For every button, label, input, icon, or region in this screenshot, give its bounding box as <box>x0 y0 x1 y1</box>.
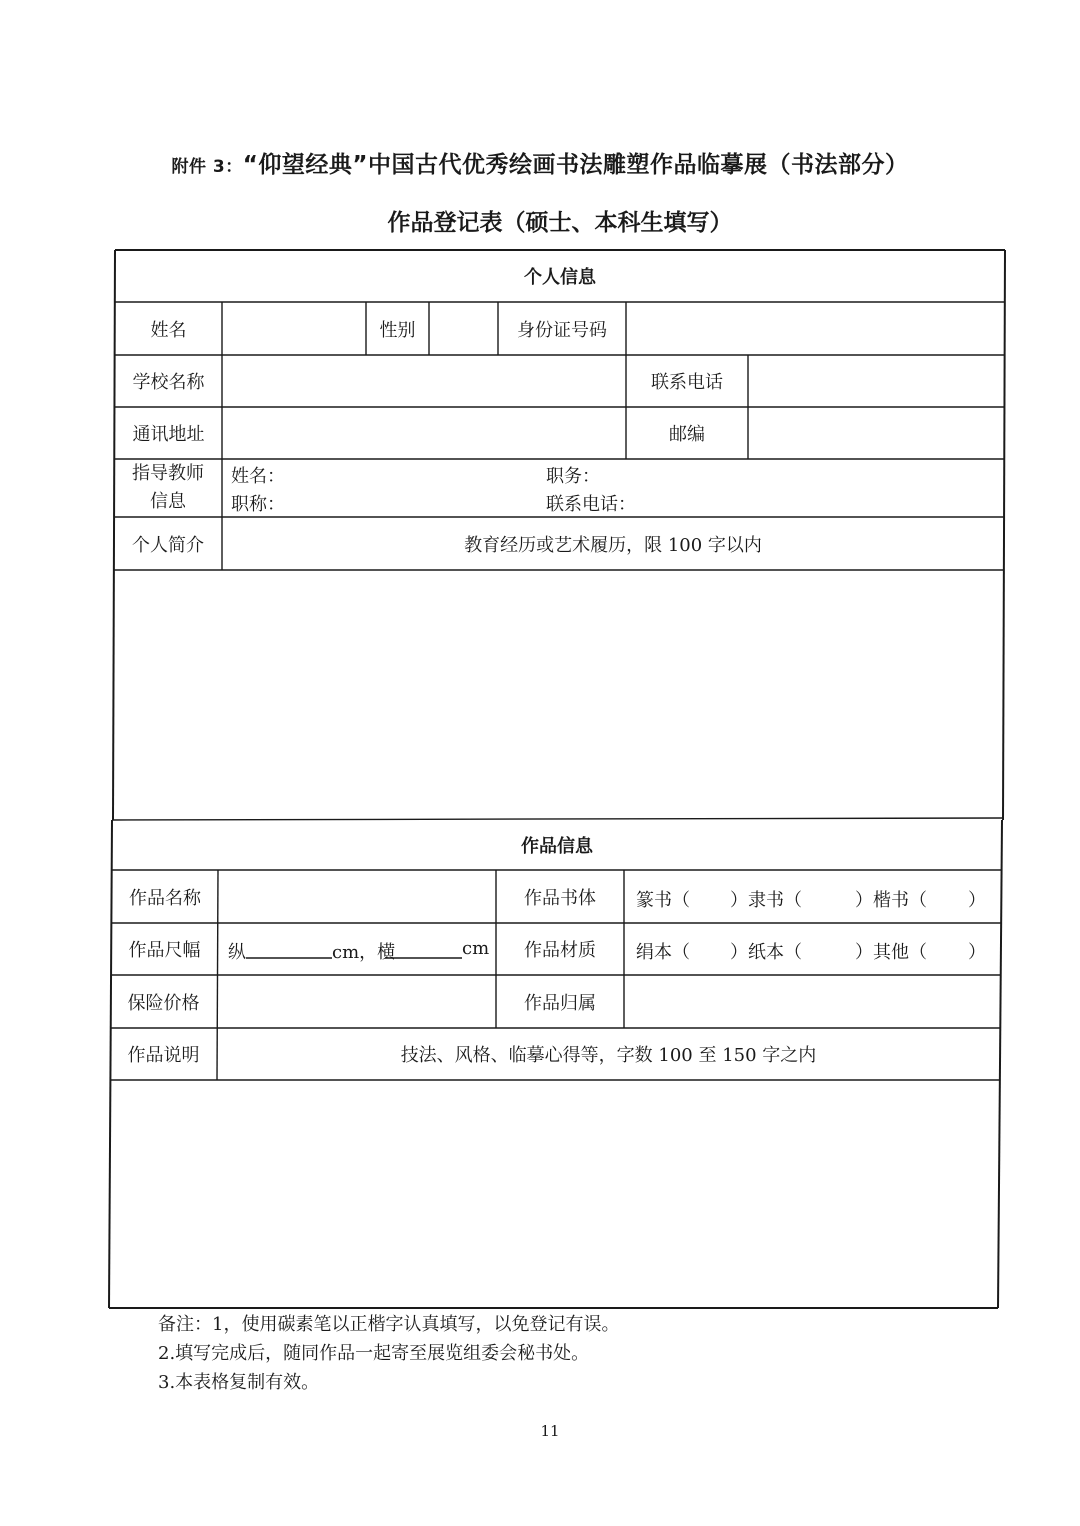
school-label: 学校名称 <box>132 372 205 393</box>
bio-label: 个人简介 <box>132 534 204 556</box>
title-text: “仰望经典”中国古代优秀绘画书法雕塑作品临摹展（书法部分） <box>242 152 909 178</box>
size-vertical-field[interactable] <box>246 930 332 960</box>
document-title <box>0 146 1080 179</box>
ownership-label: 作品归属 <box>524 992 596 1014</box>
phone-label: 联系电话 <box>651 372 723 393</box>
phone-field[interactable] <box>748 355 1004 407</box>
work-desc-label: 作品说明 <box>127 1045 200 1066</box>
material-opt-end: ） <box>968 942 986 963</box>
advisor-title-label: 职称： <box>231 494 285 515</box>
insurance-field[interactable] <box>217 975 496 1028</box>
advisor-label <box>114 459 222 517</box>
work-material-label: 作品材质 <box>524 940 596 961</box>
size-cm-horizontal: cm，横 <box>332 942 396 963</box>
school-field[interactable] <box>222 355 626 407</box>
work-desc-hint: 技法、风格、临摹心得等，字数 100 至 150 字之内 <box>400 1045 817 1066</box>
material-opt-paper[interactable]: ）纸本（ <box>730 942 802 963</box>
work-name-label: 作品名称 <box>129 887 201 909</box>
work-name-field[interactable] <box>218 870 496 923</box>
note-3: 3.本表格复制有效。 <box>158 1372 320 1393</box>
name-field[interactable] <box>222 302 366 355</box>
id-number-field[interactable] <box>626 302 1004 355</box>
gender-field[interactable] <box>429 302 498 355</box>
address-label: 通讯地址 <box>132 424 205 445</box>
script-opt-regular[interactable]: ）楷书（ <box>855 890 927 911</box>
name-label: 姓名 <box>150 319 187 341</box>
bio-textarea[interactable] <box>114 570 1004 819</box>
work-size-label: 作品尺幅 <box>128 940 201 961</box>
personal-info-heading: 个人信息 <box>524 267 596 288</box>
material-opt-other[interactable]: ）其他（ <box>855 942 927 963</box>
advisor-label-line2: 信息 <box>150 491 186 512</box>
bio-hint: 教育经历或艺术履历，限 100 字以内 <box>464 534 762 556</box>
address-field[interactable] <box>222 407 626 459</box>
advisor-info-field[interactable] <box>222 459 1004 517</box>
notes <box>158 1310 619 1397</box>
size-horizontal-field[interactable] <box>385 930 462 960</box>
script-opt-end: ） <box>968 890 986 911</box>
advisor-phone-label: 联系电话： <box>546 494 636 515</box>
note-2: 2.填写完成后，随同作品一起寄至展览组委会秘书处。 <box>158 1343 590 1364</box>
material-opt-silk[interactable]: 绢本（ <box>636 942 690 963</box>
id-number-label: 身份证号码 <box>517 319 607 341</box>
advisor-name-label: 姓名： <box>231 466 285 487</box>
work-desc-textarea[interactable] <box>110 1080 1000 1308</box>
note-1: 备注：1，使用碳素笔以正楷字认真填写，以免登记有误。 <box>158 1314 620 1335</box>
script-opt-seal[interactable]: 篆书（ <box>636 890 690 911</box>
document-subtitle: 作品登记表（硕士、本科生填写） <box>387 210 733 236</box>
script-opt-clerical[interactable]: ）隶书（ <box>730 890 802 911</box>
zip-field[interactable] <box>748 407 1004 459</box>
size-vertical-label: 纵 <box>228 942 246 963</box>
work-script-label: 作品书体 <box>524 887 596 909</box>
advisor-position-label: 职务： <box>546 466 600 487</box>
work-info-heading: 作品信息 <box>521 835 593 857</box>
page-number: 11 <box>540 1422 560 1440</box>
gender-label: 性别 <box>379 319 416 341</box>
size-cm-unit: cm <box>462 938 490 959</box>
zip-label: 邮编 <box>669 424 705 445</box>
attachment-prefix: 附件 3： <box>171 157 243 177</box>
insurance-label: 保险价格 <box>127 992 200 1014</box>
advisor-label-line1: 指导教师 <box>132 463 204 484</box>
ownership-field[interactable] <box>624 975 1001 1028</box>
